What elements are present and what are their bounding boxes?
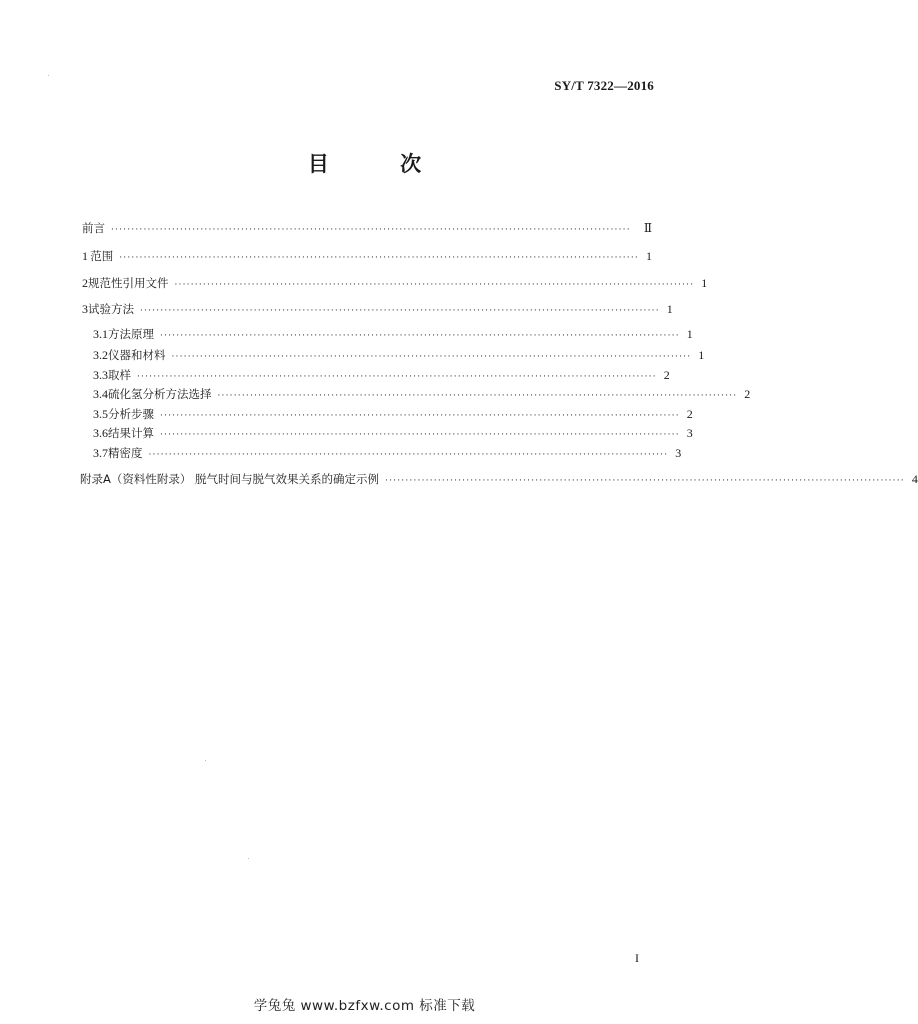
toc-entry-preface[interactable] (82, 220, 652, 236)
dot-leader: ································································································································ (160, 430, 680, 440)
dot-leader: ································································································································ (160, 331, 680, 341)
toc-entry-page: 1 (686, 327, 693, 341)
toc-entry-3-4[interactable] (93, 386, 751, 402)
scan-speck (248, 858, 249, 859)
scan-speck (205, 760, 206, 761)
toc-entry-page: 2 (663, 368, 670, 382)
toc-entry-number: 2 (82, 276, 88, 290)
page-title: 目 次 (307, 152, 454, 176)
toc-entry-label: 取样 (108, 368, 131, 382)
toc-entry-2[interactable] (82, 275, 708, 291)
standard-code: SY/T 7322—2016 (554, 78, 654, 93)
toc-entry-number: 3 (82, 302, 88, 316)
toc-entry-number: 3.6 (93, 426, 108, 440)
scan-speck (48, 75, 49, 76)
watermark-text: 学兔兔 www.bzfxw.com 标准下载 (253, 998, 476, 1014)
toc-entry-label: 分析步骤 (108, 407, 154, 421)
toc-entry-3-7[interactable] (93, 445, 682, 461)
toc-entry-3[interactable] (82, 301, 673, 317)
toc-entry-page: 1 (698, 348, 705, 362)
toc-entry-page: 1 (666, 302, 673, 316)
toc-entry-number: 3.2 (93, 348, 108, 362)
toc-entry-label: 前言 (82, 221, 105, 235)
toc-entry-3-5[interactable] (93, 406, 693, 422)
toc-entry-page: 4 (911, 472, 918, 486)
toc-entry-label: 试验方法 (88, 302, 134, 316)
toc-entry-number: 3.3 (93, 368, 108, 382)
toc-entry-number: 3.1 (93, 327, 108, 341)
dot-leader: ································································································································ (171, 352, 692, 362)
toc-entry-number: 3.5 (93, 407, 108, 421)
toc-entry-label: 精密度 (108, 446, 143, 460)
dot-leader: ································································································································ (111, 225, 631, 235)
dot-leader: ································································································································ (119, 253, 639, 263)
toc-entry-3-6[interactable] (93, 425, 693, 441)
toc-entry-page: 3 (675, 446, 682, 460)
toc-entry-label: 结果计算 (108, 426, 154, 440)
toc-entry-page: 2 (744, 387, 751, 401)
toc-entry-3-3[interactable] (93, 367, 670, 383)
toc-entry-label: 范围 (90, 249, 114, 263)
page-number: I (635, 951, 639, 965)
toc-entry-page: 1 (646, 249, 652, 263)
toc-entry-page: Ⅱ (643, 221, 652, 235)
toc-entry-number: 3.7 (93, 446, 108, 460)
toc-entry-1[interactable] (82, 248, 652, 264)
dot-leader: ································································································································ (385, 476, 905, 486)
toc-entry-page: 3 (686, 426, 693, 440)
toc-entry-label: 附录A（资料性附录） 脱气时间与脱气效果关系的确定示例 (80, 472, 380, 486)
toc-entry-label: 规范性引用文件 (88, 276, 169, 290)
toc-entry-label: 硫化氢分析方法选择 (108, 387, 212, 401)
dot-leader: ································································································································ (217, 391, 738, 401)
dot-leader: ································································································································ (160, 411, 680, 421)
toc-entry-3-2[interactable] (93, 347, 705, 363)
toc-entry-label: 仪器和材料 (108, 348, 166, 362)
dot-leader: ································································································································ (137, 372, 657, 382)
toc-entry-page: 1 (701, 276, 708, 290)
toc-entry-3-1[interactable] (93, 326, 693, 342)
dot-leader: ································································································································ (174, 280, 695, 290)
toc-entry-number: 1 (82, 249, 88, 263)
toc-entry-page: 2 (686, 407, 693, 421)
toc-entry-appendix-a[interactable] (80, 471, 918, 487)
toc-entry-number: 3.4 (93, 387, 108, 401)
toc-entry-label: 方法原理 (108, 327, 154, 341)
dot-leader: ································································································································ (140, 306, 660, 316)
dot-leader: ································································································································ (148, 450, 669, 460)
